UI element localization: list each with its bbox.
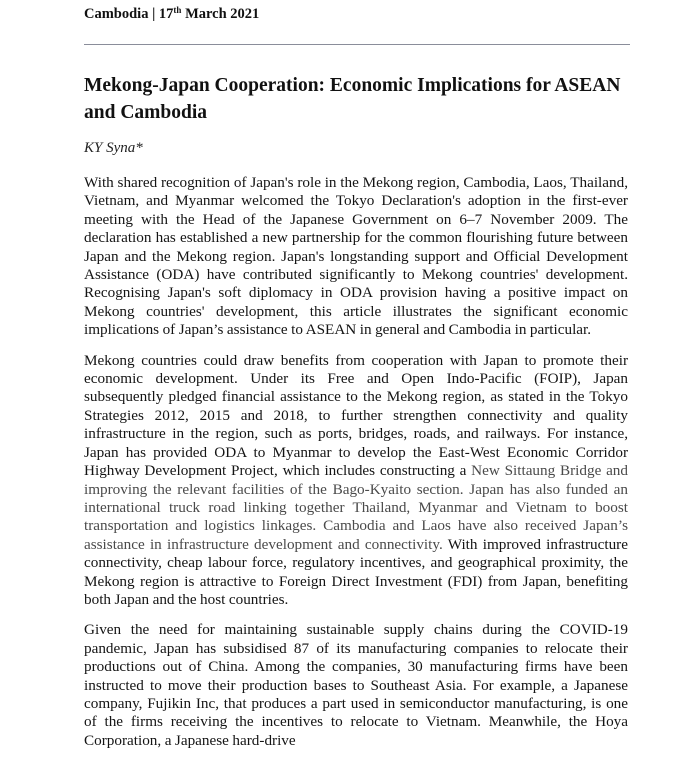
paragraph-1 <box>84 174 628 340</box>
header-date-day: 17 <box>158 6 174 22</box>
paragraph-text: Given the need for maintaining sustainable supply chains during the COVID-19 pandemic, Japan has subsidised 87 of its manufacturing companies to relocate their productions out of China. Among the companies, 30 manufacturing firms have been instructed to move their production bases to Southeast Asia. For example, a Japanese company, Fujikin Inc, that produces a part used in semiconductor manufacturing, is one of the firms receiving the incentives to relocate to Vietnam. Meanwhile, the Hoya Corporation, a Japanese hard-drive <box>84 621 628 749</box>
paragraph-text: Mekong countries could draw benefits from cooperation with Japan to promote their economic development. Under its Free and Open Indo-Pacific (FOIP), Japan subsequently pledged financial assistance to the Mekong region, as stated in the Tokyo Strategies 2012, 2015 and 2018, to further strengthen connectivity and quality infrastructure in the region, such as ports, bridges, roads, and railways. For instance, Japan has provided ODA to Myanmar to develop the East-West Economic Corridor Highway Development Project, which includes constructing a <box>84 351 628 480</box>
header-country: Cambodia <box>84 6 149 22</box>
paragraph-2 <box>84 352 628 610</box>
header-divider <box>84 44 630 45</box>
report-header <box>84 6 259 23</box>
paragraph-text: With improved infrastructure connectivity, cheap labour force, regulatory incentives, and geographical proximity, the Mekong region is attractive to Foreign Direct Investment (FDI) from Japan, benefiting both Japan and the host countries. <box>84 535 628 608</box>
paragraph-text-grey: New Sittaung Bridge and improving the relevant facilities of the Bago-Kyaito section. Japan has also funded an international truck road linking together Thailand, Myanmar and Vietnam to boost transportation and logistics linkages. Cambodia and Laos have also received Japan’s assistance in infrastructure development and connectivity. <box>84 462 628 553</box>
header-separator: | <box>152 6 156 22</box>
header-date-rest: March 2021 <box>185 6 260 22</box>
article-author: KY Syna* <box>84 140 143 156</box>
paragraph-3 <box>84 621 628 750</box>
article-body <box>84 174 628 762</box>
header-date-suffix: th <box>173 5 182 15</box>
paragraph-text: With shared recognition of Japan's role in the Mekong region, Cambodia, Laos, Thailand, Vietnam, and Myanmar welcomed the Tokyo Declaration's adoption in the first-ever meeting with the Head of the Japanese Government on 6–7 November 2009. The declaration has established a new partnership for the common flourishing future between Japan and the Mekong region. Japan's longstanding support and Official Development Assistance (ODA) have contributed significantly to Mekong countries' development. Recognising Japan's soft diplomacy in ODA provision having a positive impact on Mekong countries' development, this article illustrates the significant economic implications of Japan’s assistance to ASEAN in general and Cambodia in particular. <box>84 174 628 339</box>
article-title: Mekong-Japan Cooperation: Economic Implications for ASEAN and Cambodia <box>84 75 621 123</box>
header-date <box>159 6 259 22</box>
